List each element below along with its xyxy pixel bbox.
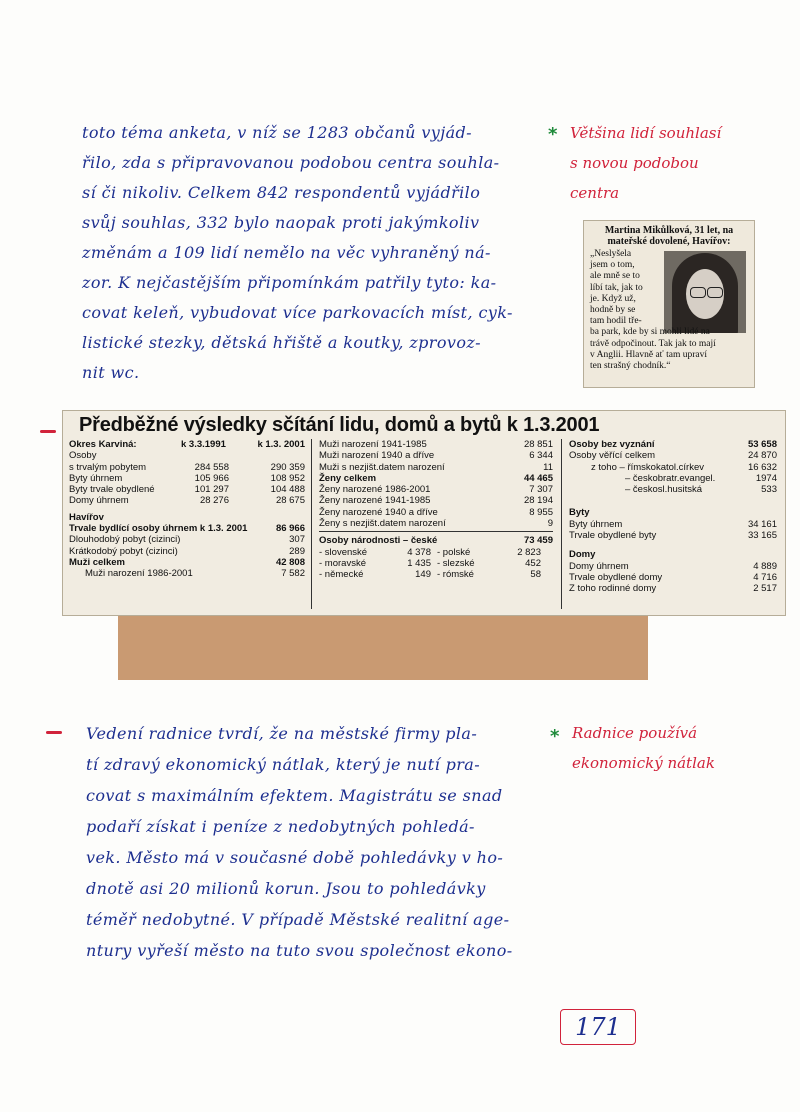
hand-line: změnám a 109 lidí nemělo na věc vyhraněný ná- [82,243,491,262]
table-row [69,462,305,473]
cell-value: 44 465 [523,472,553,484]
quote-line: líbí tak, jak to [590,282,643,293]
cell-value: 1 435 [407,557,431,569]
cell-label: Osoby národnosti – české [319,535,438,547]
cell-value: 289 [289,545,305,557]
table-row [569,473,777,484]
table-row [569,561,777,572]
cell-value: 8 955 [529,506,553,518]
table-row [319,558,553,569]
cardboard-backing-strip [118,616,648,680]
handwritten-paragraph-1 [82,118,513,388]
cell-label: Dlouhodobý pobyt (cizinci) [69,534,181,546]
cell-value: 2 517 [753,583,777,595]
hand-line: toto téma anketa, v níž se 1283 občanů vyjád- [82,123,472,142]
cell-label: Ženy celkem [319,472,377,484]
table-row [319,450,553,461]
cell-label: - slezské [437,557,475,569]
cell-value: 53 658 [747,439,777,450]
cell-value: 4 716 [753,571,777,583]
table-row [69,495,305,506]
table-row [69,484,305,495]
table-row [319,569,553,580]
quote-line: tam hodil tře- [590,316,642,327]
red-dash-mark [46,731,62,734]
cell-label: Byty úhrnem [569,518,623,530]
cell-label: Muži narození 1941-1985 [319,439,427,450]
cell-label: - moravské [319,557,366,569]
note-line: centra [570,184,620,202]
cell-label: Ženy narozené 1941-1985 [319,495,431,507]
cell-label: Z toho rodinné domy [569,583,657,595]
table-row [319,439,553,450]
table-row [319,473,553,484]
margin-note-1 [570,118,721,208]
table-row [319,484,553,495]
cell-value: 2 823 [517,546,541,558]
cell-value: k 3.3.1991 [181,439,226,450]
cell-value: 4 889 [753,560,777,572]
table-row [69,450,305,461]
cell-value: 28 194 [523,495,553,507]
census-table-title: Předběžné výsledky sčítání lidu, domů a bytů k 1.3.2001 [79,414,600,436]
quote-line: ba park, kde by si mohli lidé na [590,327,710,338]
cell-label: Ženy s nezjišt.datem narození [319,518,446,530]
column-divider [311,439,312,609]
margin-note-2 [572,718,715,778]
cell-value: 9 [547,518,553,530]
cell-value: 307 [289,534,305,546]
cell-label: z toho – římskokatol.církev [591,461,704,473]
note-line: s novou podobou [570,154,699,172]
cell-value: 28 851 [523,439,553,450]
cell-value: 149 [415,569,431,581]
cell-label: Muži celkem [69,556,125,568]
cell-value: 24 870 [747,450,777,462]
table-row [319,547,553,558]
quote-line: ten strašný chodník.“ [590,361,671,372]
census-column-3 [569,439,777,595]
cell-value: 101 297 [194,484,229,496]
quote-line: jsem o tom, [590,260,635,271]
cell-label: s trvalým pobytem [69,461,147,473]
cell-label: Ženy narozené 1940 a dříve [319,506,438,518]
cell-value: 73 459 [523,535,553,547]
cell-label: Trvale bydlící osoby úhrnem k 1.3. 2001 [69,523,248,535]
hand-line: covat keleň, vybudovat více parkovacích míst, cyk- [82,303,513,322]
hand-line: téměř nedobytné. V případě Městské realitní age- [86,910,510,929]
green-star-mark: * [550,726,560,747]
cell-label: Domy úhrnem [69,495,129,507]
hand-line: ntury vyřeší město na tuto svou společnost ekono- [86,941,513,960]
cell-label: Osoby věřící celkem [569,450,656,462]
clipping-quote [590,249,750,372]
cell-value: 33 165 [747,530,777,542]
hand-line: řilo, zda s připravovanou podobou centra souhla- [82,153,500,172]
quote-line: je. Když už, [590,293,636,304]
cell-label: - rómské [437,569,474,581]
clipping-header [584,221,754,249]
hand-line: listické stezky, dětská hřiště a koutky, zprovoz- [82,333,481,352]
cell-value: 6 344 [529,450,553,462]
cell-value: 4 378 [407,546,431,558]
cell-label: Trvale obydlené byty [569,530,657,542]
table-row [569,484,777,495]
table-row [569,572,777,583]
cell-value: 284 558 [194,461,229,473]
table-row [69,523,305,534]
cell-label: Byty trvale obydlené [69,484,155,496]
cell-value: 1974 [755,472,777,484]
table-row [319,462,553,473]
cell-value: 58 [530,569,541,581]
hand-line: tí zdravý ekonomický nátlak, který je nutí pra- [86,755,481,774]
cell-label: - německé [319,569,364,581]
cell-value: 34 161 [747,518,777,530]
cell-label: Okres Karviná: [69,439,137,450]
cell-value: 290 359 [270,461,305,473]
cell-value: 11 [543,461,553,473]
table-row [569,583,777,594]
clipping-header-line: Martina Mikůlková, 31 let, na [604,225,734,236]
cell-label: Ženy narozené 1986-2001 [319,484,431,496]
table-row [69,546,305,557]
hand-line: Vedení radnice tvrdí, že na městské firmy pla- [86,724,478,743]
cell-value: 28 276 [199,495,229,507]
hand-line: covat s maximálním efektem. Magistrátu se snad [86,786,503,805]
cell-value: 452 [525,557,541,569]
table-row [319,518,553,529]
census-column-1 [69,439,305,580]
quote-line: trávě odpočinout. Tak jak to mají [590,338,716,349]
cell-label: Krátkodobý pobyt (cizinci) [69,545,178,557]
quote-line: v Anglii. Hlavně ať tam upraví [590,349,707,360]
hand-line: vek. Město má v současné době pohledávky v ho- [86,848,504,867]
census-table-clipping [62,410,786,616]
table-row [319,535,553,546]
note-line: Radnice používá [572,724,698,742]
hand-line: svůj souhlas, 332 bylo naopak proti jakýmkoliv [82,213,480,232]
cell-label: Domy úhrnem [569,560,629,572]
table-row [69,568,305,579]
cell-value: 108 952 [270,472,305,484]
cell-label: Muži narození 1940 a dříve [319,450,435,462]
table-row [569,530,777,541]
cell-value: 7 307 [529,484,553,496]
quote-line: „Neslyšela [590,249,632,259]
cell-label: – českobratr.evangel. [625,472,716,484]
table-row [569,439,777,450]
cell-value: k 1.3. 2001 [257,439,305,450]
hand-line: nit wc. [82,363,140,382]
hand-line: podaří získat i peníze z nedobytných pohledá- [86,817,475,836]
hand-line: dnotě asi 20 milionů korun. Jsou to pohledávky [86,879,486,898]
cell-label: Muži narození 1986-2001 [85,568,193,580]
table-row [319,507,553,518]
section-heading: Byty [569,507,590,519]
hand-line: sí či nikoliv. Celkem 842 respondentů vyjádřilo [82,183,481,202]
section-heading: Havířov [69,511,104,523]
cell-label: Muži s nezjišt.datem narození [319,461,445,473]
cell-value: 16 632 [747,461,777,473]
page-number: 171 [560,1009,636,1045]
cell-value: 105 966 [194,472,229,484]
note-line: ekonomický nátlak [572,754,715,772]
cell-value: 533 [761,484,777,496]
newspaper-photo-clipping [583,220,755,388]
cell-label: Osoby bez vyznání [569,439,655,450]
table-row [69,557,305,568]
cell-value: 7 582 [281,568,305,580]
clipping-header-line: mateřské dovolené, Havířov: [607,236,731,247]
quote-line: ale mně se to [590,271,640,282]
table-row [69,439,305,450]
cell-label: - polské [437,546,471,558]
table-row [569,450,777,461]
hand-line: zor. K nejčastějším připomínkám patřily tyto: ka- [82,273,497,292]
green-star-mark: * [548,124,558,145]
cell-label: – českosl.husitská [625,484,703,496]
handwritten-paragraph-2 [86,718,513,966]
cell-label: Osoby [69,450,97,462]
section-heading: Domy [569,549,596,561]
table-row [569,519,777,530]
column-divider [561,439,562,609]
table-row [69,473,305,484]
table-row [569,462,777,473]
cell-value: 28 675 [275,495,305,507]
table-row [69,534,305,545]
census-column-2 [319,439,553,581]
quote-line: hodně by se [590,305,636,316]
cell-label: Byty úhrnem [69,472,123,484]
cell-value: 104 488 [270,484,305,496]
cell-value: 42 808 [275,556,305,568]
note-line: Většina lidí souhlasí [570,124,722,142]
table-row [319,495,553,506]
red-dash-mark [40,430,56,433]
cell-value: 86 966 [275,523,305,535]
cell-label: Trvale obydlené domy [569,571,663,583]
cell-label: - slovenské [319,546,368,558]
